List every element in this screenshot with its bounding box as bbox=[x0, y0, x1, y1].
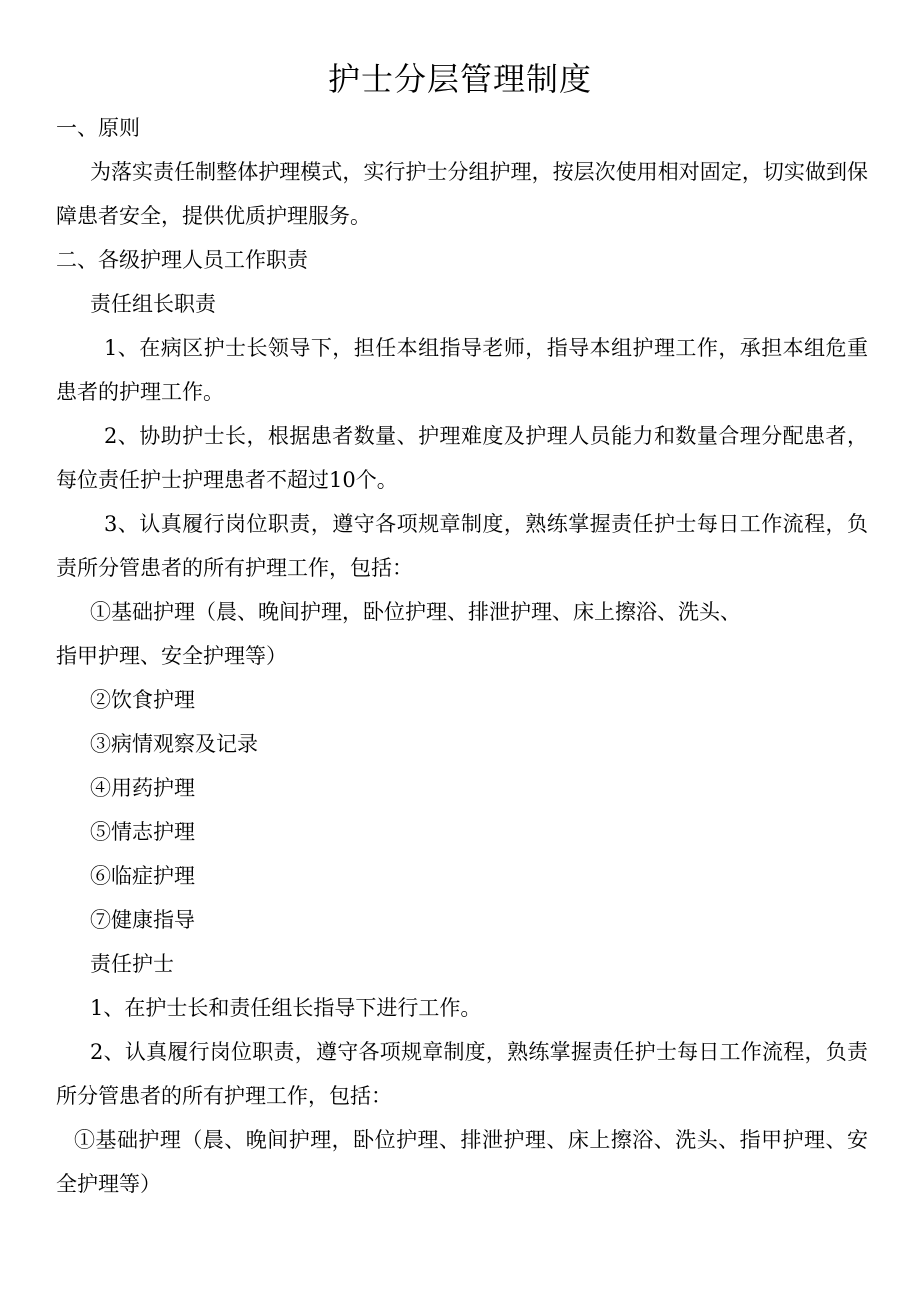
list-item-basic-care-continued: 指甲护理、安全护理等） bbox=[56, 644, 287, 668]
subheading-responsible-nurse: 责任护士 bbox=[90, 952, 174, 976]
nurse-item-2: 2、认真履行岗位职责，遵守各项规章制度，熟练掌握责任护士每日工作流程，负责所分管患者的所有护理工作，包括： bbox=[56, 1040, 868, 1108]
section-heading-principle: 一、原则 bbox=[56, 116, 140, 140]
team-leader-item-3: 3、认真履行岗位职责，遵守各项规章制度，熟练掌握责任护士每日工作流程，负责所分管患者的所有护理工作，包括： bbox=[56, 512, 868, 580]
team-leader-item-2: 2、协助护士长，根据患者数量、护理难度及护理人员能力和数量合理分配患者，每位责任护士护理患者不超过10个。 bbox=[56, 424, 868, 492]
list-item-observation: ③病情观察及记录 bbox=[90, 732, 258, 756]
list-item-health-guidance: ⑦健康指导 bbox=[90, 908, 195, 932]
team-leader-item-1: 1、在病区护士长领导下，担任本组指导老师，指导本组护理工作，承担本组危重患者的护理工作。 bbox=[56, 336, 868, 404]
subheading-team-leader: 责任组长职责 bbox=[90, 292, 216, 316]
nurse-list-item-basic-care: ①基础护理（晨、晚间护理，卧位护理、排泄护理、床上擦浴、洗头、指甲护理、安全护理等） bbox=[56, 1128, 868, 1196]
principle-paragraph: 为落实责任制整体护理模式，实行护士分组护理，按层次使用相对固定，切实做到保障患者安全，提供优质护理服务。 bbox=[56, 160, 868, 228]
document-title: 护士分层管理制度 bbox=[327, 60, 592, 98]
list-item-medication: ④用药护理 bbox=[90, 776, 195, 800]
nurse-item-1: 1、在护士长和责任组长指导下进行工作。 bbox=[90, 996, 482, 1020]
section-heading-duties: 二、各级护理人员工作职责 bbox=[56, 248, 308, 272]
list-item-basic-care: ①基础护理（晨、晚间护理，卧位护理、排泄护理、床上擦浴、洗头、 bbox=[90, 600, 741, 624]
list-item-diet-care: ②饮食护理 bbox=[90, 688, 195, 712]
list-item-emotional-care: ⑤情志护理 bbox=[90, 820, 195, 844]
document-body bbox=[56, 106, 868, 1206]
list-item-symptom-care: ⑥临症护理 bbox=[90, 864, 195, 888]
